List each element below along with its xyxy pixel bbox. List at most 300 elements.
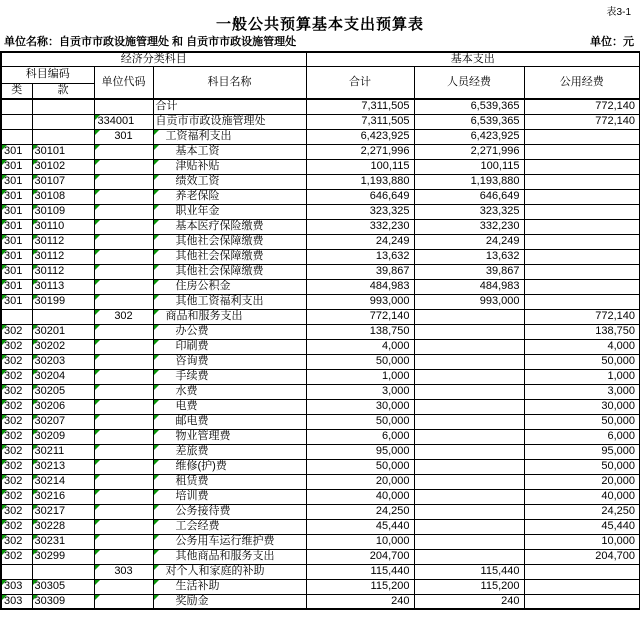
cell-public-expense[interactable]: 20,000 [524,474,640,489]
cell-class-code[interactable]: 301 [1,234,32,249]
cell-personnel-expense[interactable] [414,444,524,459]
cell-subject-name[interactable]: 印刷费 [153,339,306,354]
cell-section-code[interactable]: 30205 [32,384,94,399]
cell-section-code[interactable]: 30112 [32,249,94,264]
cell-public-expense[interactable] [524,564,640,579]
cell-public-expense[interactable]: 772,140 [524,309,640,324]
cell-subject-name[interactable]: 其他社会保障缴费 [153,264,306,279]
cell-total[interactable]: 772,140 [306,309,414,324]
cell-class-code[interactable] [1,99,32,114]
header-section[interactable]: 款 [32,83,94,99]
cell-subject-name[interactable]: 住房公积金 [153,279,306,294]
cell-personnel-expense[interactable] [414,534,524,549]
cell-subject-name[interactable]: 水费 [153,384,306,399]
cell-subject-name[interactable]: 办公费 [153,324,306,339]
cell-personnel-expense[interactable] [414,549,524,564]
cell-personnel-expense[interactable]: 240 [414,594,524,609]
header-basic-expenditure[interactable]: 基本支出 [306,52,640,66]
table-row [1,114,640,129]
excel-error-triangle-icon [2,595,7,600]
cell-class-code[interactable]: 302 [1,384,32,399]
cell-total[interactable]: 138,750 [306,324,414,339]
table-row [1,204,640,219]
cell-subject-name[interactable]: 津贴补贴 [153,159,306,174]
cell-personnel-expense[interactable]: 332,230 [414,219,524,234]
table-row [1,324,640,339]
excel-error-triangle-icon [154,190,159,195]
cell-unit-code[interactable] [94,99,153,114]
cell-total[interactable]: 95,000 [306,444,414,459]
cell-section-code[interactable]: 30216 [32,489,94,504]
cell-class-code[interactable]: 301 [1,279,32,294]
cell-total[interactable]: 323,325 [306,204,414,219]
cell-section-code[interactable]: 30201 [32,324,94,339]
cell-personnel-expense[interactable] [414,324,524,339]
cell-class-code[interactable]: 301 [1,159,32,174]
cell-total[interactable]: 204,700 [306,549,414,564]
cell-public-expense[interactable] [524,174,640,189]
cell-section-code[interactable] [32,309,94,324]
cell-total[interactable]: 6,000 [306,429,414,444]
cell-total[interactable]: 646,649 [306,189,414,204]
cell-total[interactable]: 4,000 [306,339,414,354]
cell-section-code[interactable]: 30209 [32,429,94,444]
cell-personnel-expense[interactable]: 6,539,365 [414,99,524,114]
table-row [1,129,640,144]
excel-error-triangle-icon [95,430,100,435]
header-economic-classification[interactable]: 经济分类科目 [1,52,306,66]
cell-unit-code[interactable] [94,549,153,564]
cell-class-code[interactable]: 302 [1,504,32,519]
cell-public-expense[interactable] [524,279,640,294]
cell-personnel-expense[interactable]: 6,423,925 [414,129,524,144]
cell-total[interactable]: 50,000 [306,354,414,369]
cell-section-code[interactable]: 30203 [32,354,94,369]
cell-personnel-expense[interactable]: 323,325 [414,204,524,219]
header-unit-code[interactable]: 单位代码 [94,66,153,99]
cell-subject-name[interactable]: 咨询费 [153,354,306,369]
cell-public-expense[interactable]: 3,000 [524,384,640,399]
table-row [1,579,640,594]
cell-class-code[interactable]: 301 [1,204,32,219]
cell-total[interactable]: 7,311,505 [306,114,414,129]
excel-error-triangle-icon [154,220,159,225]
cell-subject-name[interactable]: 电费 [153,399,306,414]
excel-error-triangle-icon [33,175,38,180]
cell-public-expense[interactable]: 6,000 [524,429,640,444]
cell-section-code[interactable]: 30299 [32,549,94,564]
cell-personnel-expense[interactable]: 1,193,880 [414,174,524,189]
cell-class-code[interactable] [1,564,32,579]
cell-subject-name[interactable]: 职业年金 [153,204,306,219]
table-row [1,279,640,294]
cell-personnel-expense[interactable]: 646,649 [414,189,524,204]
cell-public-expense[interactable]: 30,000 [524,399,640,414]
cell-public-expense[interactable]: 204,700 [524,549,640,564]
excel-error-triangle-icon [154,490,159,495]
cell-class-code[interactable]: 303 [1,579,32,594]
cell-section-code[interactable] [32,129,94,144]
cell-total[interactable]: 240 [306,594,414,609]
cell-unit-code[interactable] [94,594,153,609]
excel-error-triangle-icon [2,250,7,255]
cell-class-code[interactable] [1,309,32,324]
cell-section-code[interactable]: 30309 [32,594,94,609]
cell-total[interactable]: 115,200 [306,579,414,594]
cell-subject-name[interactable]: 手续费 [153,369,306,384]
cell-class-code[interactable]: 302 [1,489,32,504]
cell-unit-code[interactable] [94,189,153,204]
cell-unit-code[interactable] [94,144,153,159]
cell-unit-code[interactable] [94,354,153,369]
cell-total[interactable]: 13,632 [306,249,414,264]
cell-section-code[interactable]: 30102 [32,159,94,174]
cell-public-expense[interactable] [524,264,640,279]
cell-total[interactable]: 30,000 [306,399,414,414]
cell-unit-code[interactable] [94,579,153,594]
cell-unit-code[interactable] [94,414,153,429]
cell-unit-code[interactable] [94,174,153,189]
table-row [1,444,640,459]
cell-unit-code[interactable]: 334001 [94,114,153,129]
cell-total[interactable]: 50,000 [306,414,414,429]
cell-total[interactable]: 40,000 [306,489,414,504]
cell-class-code[interactable]: 301 [1,264,32,279]
cell-personnel-expense[interactable]: 115,200 [414,579,524,594]
cell-unit-code[interactable] [94,249,153,264]
cell-unit-code[interactable] [94,219,153,234]
table-row [1,564,640,579]
cell-unit-code[interactable] [94,339,153,354]
cell-personnel-expense[interactable]: 100,115 [414,159,524,174]
table-row [1,159,640,174]
cell-subject-name[interactable]: 奖励金 [153,594,306,609]
excel-error-triangle-icon [2,490,7,495]
cell-unit-code[interactable] [94,384,153,399]
excel-error-triangle-icon [33,340,38,345]
header-class[interactable]: 类 [1,83,32,99]
cell-class-code[interactable]: 302 [1,414,32,429]
cell-subject-name[interactable]: 其他社会保障缴费 [153,249,306,264]
cell-public-expense[interactable]: 95,000 [524,444,640,459]
cell-class-code[interactable]: 301 [1,189,32,204]
cell-public-expense[interactable]: 4,000 [524,339,640,354]
cell-public-expense[interactable] [524,129,640,144]
cell-section-code[interactable]: 30112 [32,234,94,249]
cell-unit-code[interactable] [94,459,153,474]
cell-class-code[interactable]: 302 [1,339,32,354]
meta-row [4,33,634,49]
cell-section-code[interactable]: 30231 [32,534,94,549]
cell-section-code[interactable]: 30101 [32,144,94,159]
cell-public-expense[interactable] [524,144,640,159]
table-row [1,234,640,249]
cell-total[interactable]: 115,440 [306,564,414,579]
cell-class-code[interactable]: 302 [1,474,32,489]
cell-total[interactable]: 45,440 [306,519,414,534]
cell-class-code[interactable]: 302 [1,459,32,474]
cell-total[interactable]: 100,115 [306,159,414,174]
cell-section-code[interactable]: 30206 [32,399,94,414]
cell-personnel-expense[interactable] [414,384,524,399]
cell-public-expense[interactable]: 10,000 [524,534,640,549]
excel-error-triangle-icon [33,445,38,450]
cell-total[interactable]: 10,000 [306,534,414,549]
cell-subject-name[interactable]: 差旅费 [153,444,306,459]
cell-personnel-expense[interactable]: 13,632 [414,249,524,264]
cell-public-expense[interactable] [524,204,640,219]
cell-subject-name[interactable]: 公务接待费 [153,504,306,519]
cell-public-expense[interactable]: 45,440 [524,519,640,534]
excel-error-triangle-icon [154,205,159,210]
cell-personnel-expense[interactable] [414,459,524,474]
cell-personnel-expense[interactable] [414,414,524,429]
cell-subject-name[interactable]: 其他商品和服务支出 [153,549,306,564]
cell-section-code[interactable]: 30112 [32,264,94,279]
excel-error-triangle-icon [2,175,7,180]
table-row [1,549,640,564]
excel-error-triangle-icon [154,295,159,300]
cell-subject-name[interactable]: 其他社会保障缴费 [153,234,306,249]
cell-personnel-expense[interactable]: 24,249 [414,234,524,249]
cell-section-code[interactable]: 30202 [32,339,94,354]
cell-public-expense[interactable]: 138,750 [524,324,640,339]
cell-section-code[interactable]: 30305 [32,579,94,594]
cell-total[interactable]: 39,867 [306,264,414,279]
cell-public-expense[interactable] [524,189,640,204]
excel-error-triangle-icon [33,550,38,555]
cell-public-expense[interactable]: 772,140 [524,99,640,114]
cell-subject-name[interactable]: 租赁费 [153,474,306,489]
cell-subject-name[interactable]: 商品和服务支出 [153,309,306,324]
cell-total[interactable]: 332,230 [306,219,414,234]
excel-error-triangle-icon [154,415,159,420]
cell-class-code[interactable]: 302 [1,369,32,384]
excel-error-triangle-icon [95,460,100,465]
cell-unit-code[interactable]: 303 [94,564,153,579]
cell-personnel-expense[interactable]: 39,867 [414,264,524,279]
cell-public-expense[interactable] [524,249,640,264]
cell-class-code[interactable]: 301 [1,219,32,234]
cell-subject-name[interactable]: 其他工资福利支出 [153,294,306,309]
cell-section-code[interactable] [32,99,94,114]
cell-personnel-expense[interactable] [414,369,524,384]
cell-personnel-expense[interactable]: 6,539,365 [414,114,524,129]
excel-error-triangle-icon [95,190,100,195]
cell-unit-code[interactable] [94,489,153,504]
excel-error-triangle-icon [33,460,38,465]
cell-personnel-expense[interactable] [414,504,524,519]
cell-unit-code[interactable] [94,504,153,519]
excel-error-triangle-icon [95,385,100,390]
cell-unit-code[interactable] [94,159,153,174]
cell-unit-code[interactable]: 302 [94,309,153,324]
excel-error-triangle-icon [2,235,7,240]
cell-public-expense[interactable] [524,219,640,234]
cell-personnel-expense[interactable] [414,519,524,534]
cell-subject-name[interactable]: 生活补助 [153,579,306,594]
cell-subject-name[interactable]: 合计 [153,99,306,114]
cell-subject-name[interactable]: 对个人和家庭的补助 [153,564,306,579]
cell-personnel-expense[interactable] [414,309,524,324]
cell-public-expense[interactable]: 50,000 [524,354,640,369]
cell-unit-code[interactable] [94,519,153,534]
excel-error-triangle-icon [95,400,100,405]
cell-class-code[interactable]: 302 [1,354,32,369]
header-total[interactable]: 合计 [306,66,414,99]
cell-public-expense[interactable]: 24,250 [524,504,640,519]
cell-public-expense[interactable] [524,579,640,594]
cell-subject-name[interactable]: 物业管理费 [153,429,306,444]
table-row [1,504,640,519]
cell-total[interactable]: 484,983 [306,279,414,294]
cell-unit-code[interactable]: 301 [94,129,153,144]
excel-error-triangle-icon [2,550,7,555]
cell-section-code[interactable]: 30213 [32,459,94,474]
cell-public-expense[interactable]: 1,000 [524,369,640,384]
header-public-expense[interactable]: 公用经费 [524,66,640,99]
excel-error-triangle-icon [2,475,7,480]
cell-unit-code[interactable] [94,204,153,219]
cell-total[interactable]: 7,311,505 [306,99,414,114]
cell-section-code[interactable]: 30228 [32,519,94,534]
cell-personnel-expense[interactable] [414,429,524,444]
cell-section-code[interactable]: 30109 [32,204,94,219]
excel-error-triangle-icon [154,565,159,570]
cell-section-code[interactable] [32,114,94,129]
cell-unit-code[interactable] [94,369,153,384]
cell-class-code[interactable]: 303 [1,594,32,609]
excel-error-triangle-icon [154,550,159,555]
cell-class-code[interactable]: 302 [1,519,32,534]
excel-error-triangle-icon [33,160,38,165]
cell-subject-name[interactable]: 维修(护)费 [153,459,306,474]
cell-personnel-expense[interactable] [414,399,524,414]
cell-public-expense[interactable]: 772,140 [524,114,640,129]
cell-subject-name[interactable]: 基本医疗保险缴费 [153,219,306,234]
cell-public-expense[interactable] [524,234,640,249]
cell-public-expense[interactable]: 40,000 [524,489,640,504]
excel-error-triangle-icon [2,535,7,540]
cell-subject-name[interactable]: 公务用车运行维护费 [153,534,306,549]
excel-error-triangle-icon [33,295,38,300]
cell-personnel-expense[interactable]: 484,983 [414,279,524,294]
cell-class-code[interactable]: 302 [1,324,32,339]
cell-section-code[interactable]: 30110 [32,219,94,234]
table-row [1,354,640,369]
cell-personnel-expense[interactable] [414,339,524,354]
cell-total[interactable]: 3,000 [306,384,414,399]
cell-total[interactable]: 1,000 [306,369,414,384]
cell-section-code[interactable]: 30107 [32,174,94,189]
cell-class-code[interactable]: 301 [1,249,32,264]
cell-section-code[interactable] [32,564,94,579]
cell-class-code[interactable] [1,114,32,129]
cell-total[interactable]: 20,000 [306,474,414,489]
excel-error-triangle-icon [154,325,159,330]
cell-total[interactable]: 24,250 [306,504,414,519]
cell-total[interactable]: 1,193,880 [306,174,414,189]
cell-personnel-expense[interactable]: 115,440 [414,564,524,579]
excel-error-triangle-icon [95,580,100,585]
cell-unit-code[interactable] [94,234,153,249]
cell-total[interactable]: 24,249 [306,234,414,249]
cell-section-code[interactable]: 30113 [32,279,94,294]
cell-section-code[interactable]: 30214 [32,474,94,489]
cell-class-code[interactable]: 301 [1,294,32,309]
cell-public-expense[interactable]: 50,000 [524,459,640,474]
cell-subject-name[interactable]: 养老保险 [153,189,306,204]
excel-error-triangle-icon [2,325,7,330]
excel-error-triangle-icon [154,580,159,585]
cell-total[interactable]: 2,271,996 [306,144,414,159]
cell-section-code[interactable]: 30207 [32,414,94,429]
cell-class-code[interactable]: 302 [1,444,32,459]
cell-public-expense[interactable] [524,159,640,174]
cell-section-code[interactable]: 30204 [32,369,94,384]
cell-public-expense[interactable] [524,594,640,609]
cell-public-expense[interactable] [524,294,640,309]
cell-section-code[interactable]: 30211 [32,444,94,459]
cell-class-code[interactable]: 302 [1,399,32,414]
cell-unit-code[interactable] [94,264,153,279]
excel-error-triangle-icon [95,370,100,375]
cell-subject-name[interactable]: 培训费 [153,489,306,504]
cell-section-code[interactable]: 30199 [32,294,94,309]
cell-personnel-expense[interactable]: 993,000 [414,294,524,309]
header-personnel-expense[interactable]: 人员经费 [414,66,524,99]
cell-total[interactable]: 993,000 [306,294,414,309]
cell-class-code[interactable] [1,129,32,144]
cell-subject-name[interactable]: 工资福利支出 [153,129,306,144]
header-subject-name[interactable]: 科目名称 [153,66,306,99]
cell-section-code[interactable]: 30108 [32,189,94,204]
cell-total[interactable]: 6,423,925 [306,129,414,144]
cell-personnel-expense[interactable] [414,354,524,369]
excel-error-triangle-icon [2,205,7,210]
cell-personnel-expense[interactable] [414,474,524,489]
cell-public-expense[interactable]: 50,000 [524,414,640,429]
cell-personnel-expense[interactable]: 2,271,996 [414,144,524,159]
cell-subject-name[interactable]: 绩效工资 [153,174,306,189]
excel-error-triangle-icon [33,205,38,210]
cell-unit-code[interactable] [94,324,153,339]
cell-unit-code[interactable] [94,429,153,444]
cell-subject-name[interactable]: 基本工资 [153,144,306,159]
cell-personnel-expense[interactable] [414,489,524,504]
cell-unit-code[interactable] [94,474,153,489]
cell-class-code[interactable]: 301 [1,174,32,189]
cell-unit-code[interactable] [94,399,153,414]
cell-unit-code[interactable] [94,294,153,309]
cell-section-code[interactable]: 30217 [32,504,94,519]
cell-subject-name[interactable]: 自贡市市政设施管理处 [153,114,306,129]
cell-subject-name[interactable]: 邮电费 [153,414,306,429]
cell-subject-name[interactable]: 工会经费 [153,519,306,534]
excel-error-triangle-icon [95,220,100,225]
excel-error-triangle-icon [33,280,38,285]
cell-unit-code[interactable] [94,534,153,549]
excel-error-triangle-icon [95,550,100,555]
cell-class-code[interactable]: 302 [1,534,32,549]
header-subject-code[interactable]: 科目编码 [1,66,94,83]
cell-unit-code[interactable] [94,279,153,294]
cell-class-code[interactable]: 302 [1,429,32,444]
cell-unit-code[interactable] [94,444,153,459]
cell-class-code[interactable]: 302 [1,549,32,564]
cell-total[interactable]: 50,000 [306,459,414,474]
cell-class-code[interactable]: 301 [1,144,32,159]
